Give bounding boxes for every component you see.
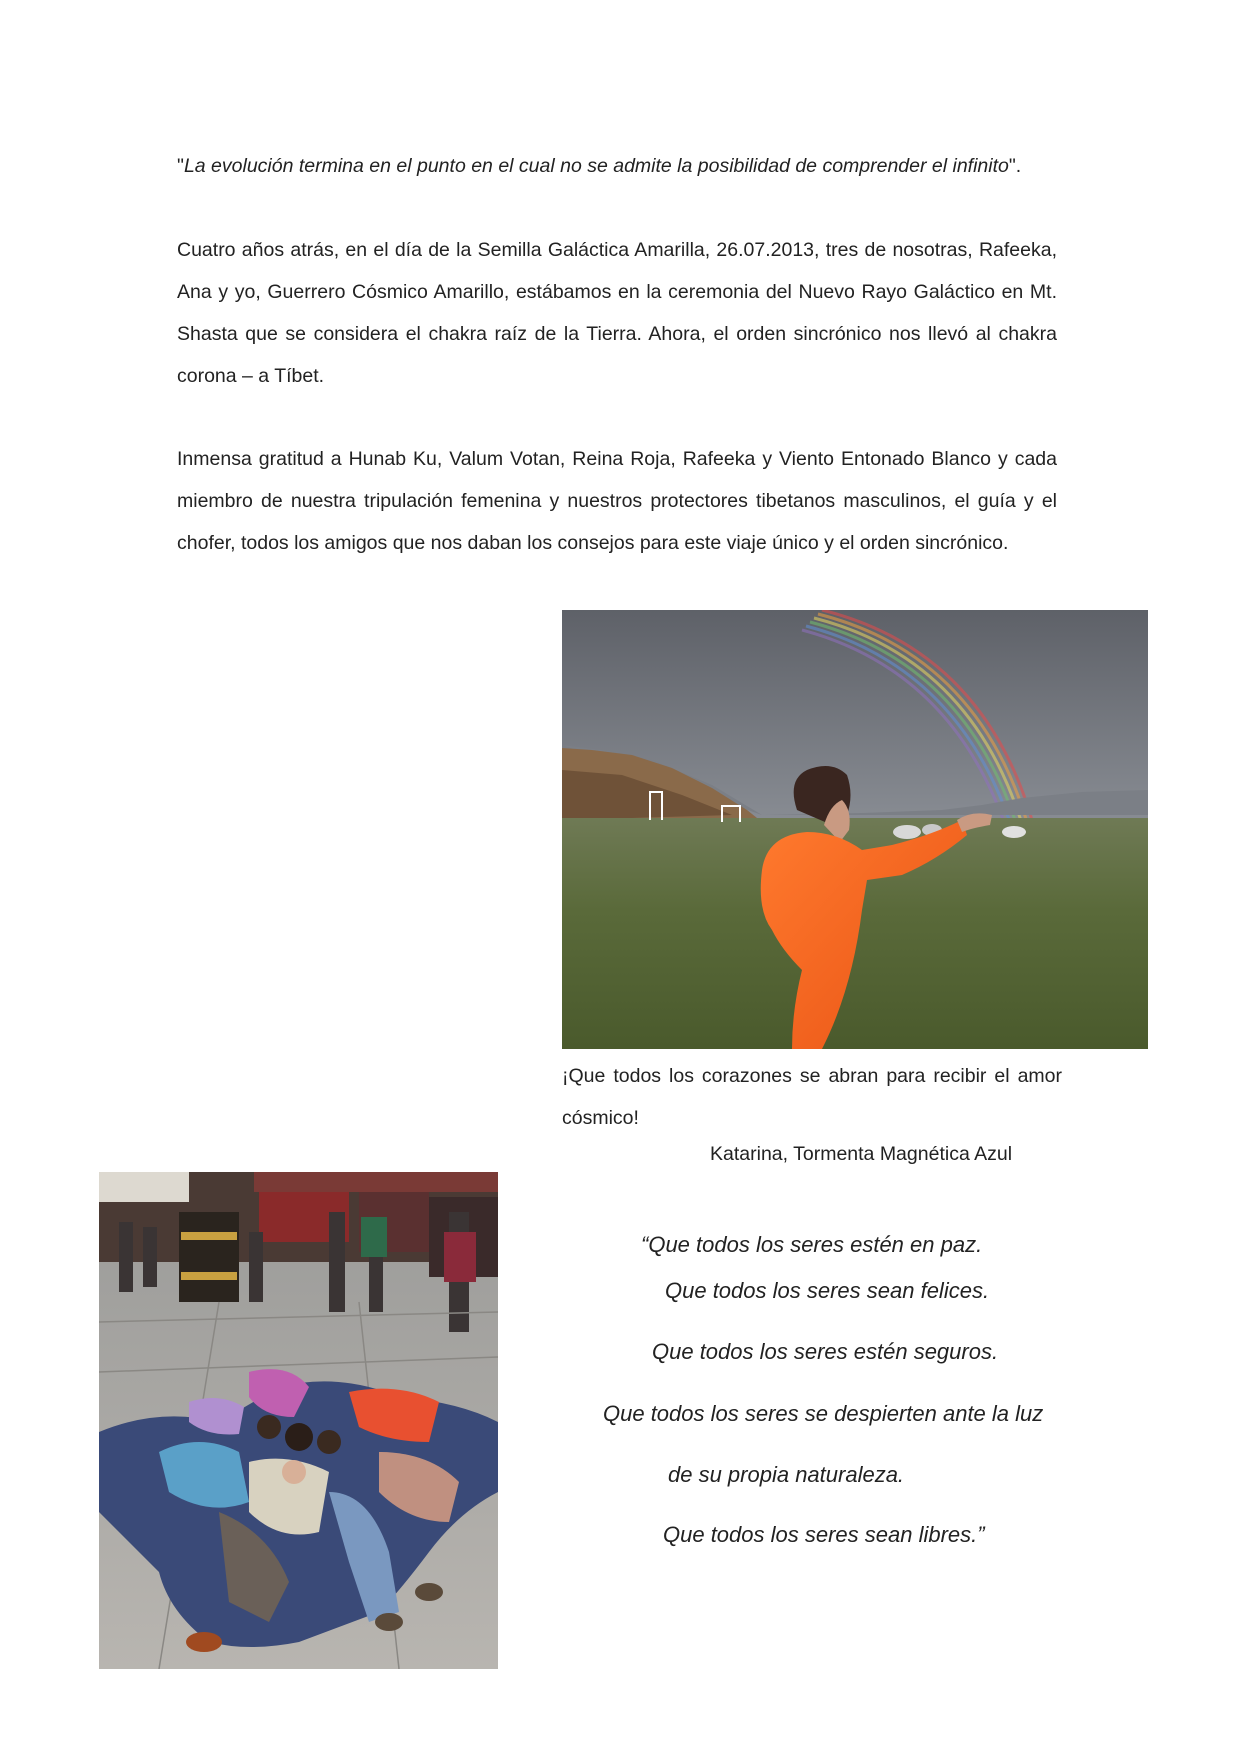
group-photo-illustration: [99, 1172, 498, 1669]
poem-line-6: Que todos los seres sean libres.”: [663, 1522, 985, 1547]
poem-line-1: “Que todos los seres estén en paz.: [641, 1232, 983, 1257]
opening-quote: [177, 145, 1057, 187]
poem-line-5: de su propia naturaleza.: [668, 1462, 905, 1487]
quote-text: La evolución termina en el punto en el cual no se admite la posibilidad de comprender el infinito: [183, 155, 1009, 177]
rainbow-photo-illustration: [562, 610, 1148, 1049]
poem-line-4: Que todos los seres se despierten ante la luz: [603, 1401, 1044, 1426]
author-signature: Katarina, Tormenta Magnética Azul: [710, 1143, 1013, 1165]
photo-caption: ¡Que todos los corazones se abran para recibir el amor cósmico!: [562, 1065, 1062, 1129]
photo-rainbow-woman: [562, 610, 1148, 1049]
paragraph-gratitude: Inmensa gratitud a Hunab Ku, Valum Votan, Reina Roja, Rafeeka y Viento Entonado Blanco y cada miembro de nuestra tripulación femenina y nuestros protectores tibetanos masculinos, el guía y el chofer, todos los amigos que nos daban los consejos para este viaje único y el orden sincrónico.: [177, 448, 1057, 554]
paragraph-anniversary: Cuatro años atrás, en el día de la Semilla Galáctica Amarilla, 26.07.2013, tres de nosotras, Rafeeka, Ana y yo, Guerrero Cósmico Amarillo, estábamos en la ceremonia del Nuevo Rayo Galáctico en Mt. Shasta que se considera el chakra raíz de la Tierra. Ahora, el orden sincrónico nos llevó al chakra corona – a Tíbet.: [177, 239, 1057, 387]
poem-line-2: Que todos los seres sean felices.: [665, 1278, 990, 1303]
quote-open-mark: ": [177, 155, 184, 177]
quote-close-mark: ".: [1008, 155, 1022, 177]
poem-line-3: Que todos los seres estén seguros.: [652, 1339, 999, 1364]
photo-group-lying: [99, 1172, 498, 1669]
